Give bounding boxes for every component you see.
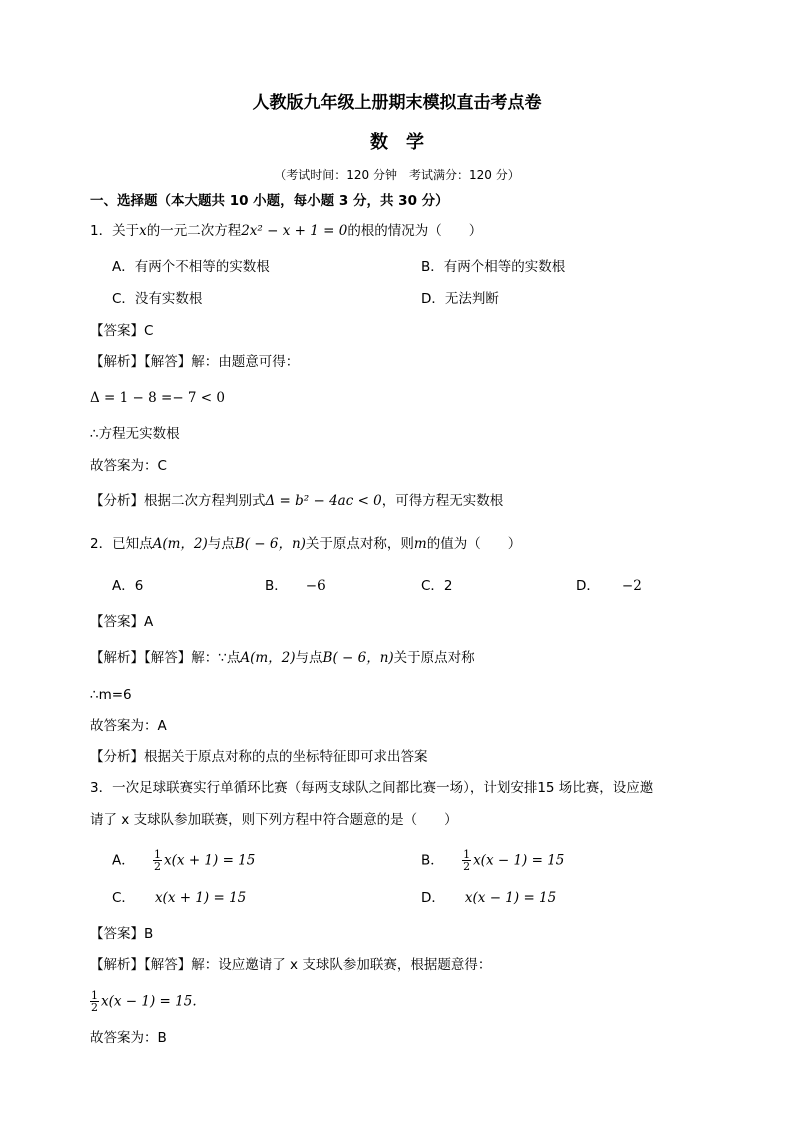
q3-option-a: A． $\frac{1}{2}$ x(x + 1) = 15 <box>112 848 256 873</box>
q1-fenxi: 【分析】根据二次方程判别式Δ = b² − 4ac < 0，可得方程无实数根 <box>90 493 504 509</box>
question-3-stem-line1: 3．一次足球联赛实行单循环比赛（每两支球队之间都比赛一场），计划安排15 场比赛，设应邀 <box>90 780 654 796</box>
q2-fenxi: 【分析】根据关于原点对称的点的坐标特征即可求出答案 <box>90 749 428 765</box>
q1-option-a: A．有两个不相等的实数根 <box>112 259 270 275</box>
question-3-stem-line2: 请了 x 支球队参加联赛，则下列方程中符合题意的是（ ） <box>90 812 458 828</box>
exam-info: （考试时间：120 分钟 考试满分：120 分） <box>274 168 520 182</box>
q1-therefore: ∴方程无实数根 <box>90 426 180 442</box>
q1-delta-equation: Δ = 1 − 8 =− 7 < 0 <box>90 390 225 406</box>
q1-option-d: D．无法判断 <box>421 291 499 307</box>
q2-option-a: A．6 <box>112 578 144 594</box>
document-title: 人教版九年级上册期末模拟直击考点卷 <box>252 93 542 113</box>
q1-option-b: B．有两个相等的实数根 <box>421 259 566 275</box>
q3-answer: 【答案】B <box>90 926 154 942</box>
q3-option-d: D． x(x − 1) = 15 <box>421 890 557 906</box>
q2-analysis: 【解析】【解答】解：∵点A(m，2)与点B( − 6，n)关于原点对称 <box>90 650 475 666</box>
q2-therefore: ∴m=6 <box>90 687 132 703</box>
q3-option-b: B． $\frac{1}{2}$ x(x − 1) = 15 <box>421 848 565 873</box>
q1-answer: 【答案】C <box>90 323 154 339</box>
section-heading: 一、选择题（本大题共 10 小题，每小题 3 分，共 30 分） <box>90 193 449 209</box>
q3-analysis: 【解析】【解答】解：设应邀请了 x 支球队参加联赛，根据题意得： <box>90 957 492 973</box>
q3-final-answer: 故答案为：B <box>90 1030 167 1046</box>
q1-analysis: 【解析】【解答】解：由题意可得： <box>90 354 300 370</box>
q1-option-c: C．没有实数根 <box>112 291 203 307</box>
subject-title: 数 学 <box>370 132 424 153</box>
q2-answer: 【答案】A <box>90 614 154 630</box>
q2-final-answer: 故答案为：A <box>90 718 167 734</box>
q2-option-d: D． −2 <box>576 578 642 594</box>
q1-final-answer: 故答案为：C <box>90 458 167 474</box>
question-2-stem: 2．已知点A(m，2)与点B( − 6，n)关于原点对称，则m的值为（ ） <box>90 536 522 552</box>
q2-option-c: C．2 <box>421 578 453 594</box>
q2-option-b: B． −6 <box>265 578 326 594</box>
question-1-stem: 1．关于x的一元二次方程2x² − x + 1 = 0的根的情况为（ ） <box>90 223 483 239</box>
q3-option-c: C． x(x + 1) = 15 <box>112 890 247 906</box>
q3-equation: $\frac{1}{2}$ x(x − 1) = 15. <box>91 989 197 1014</box>
